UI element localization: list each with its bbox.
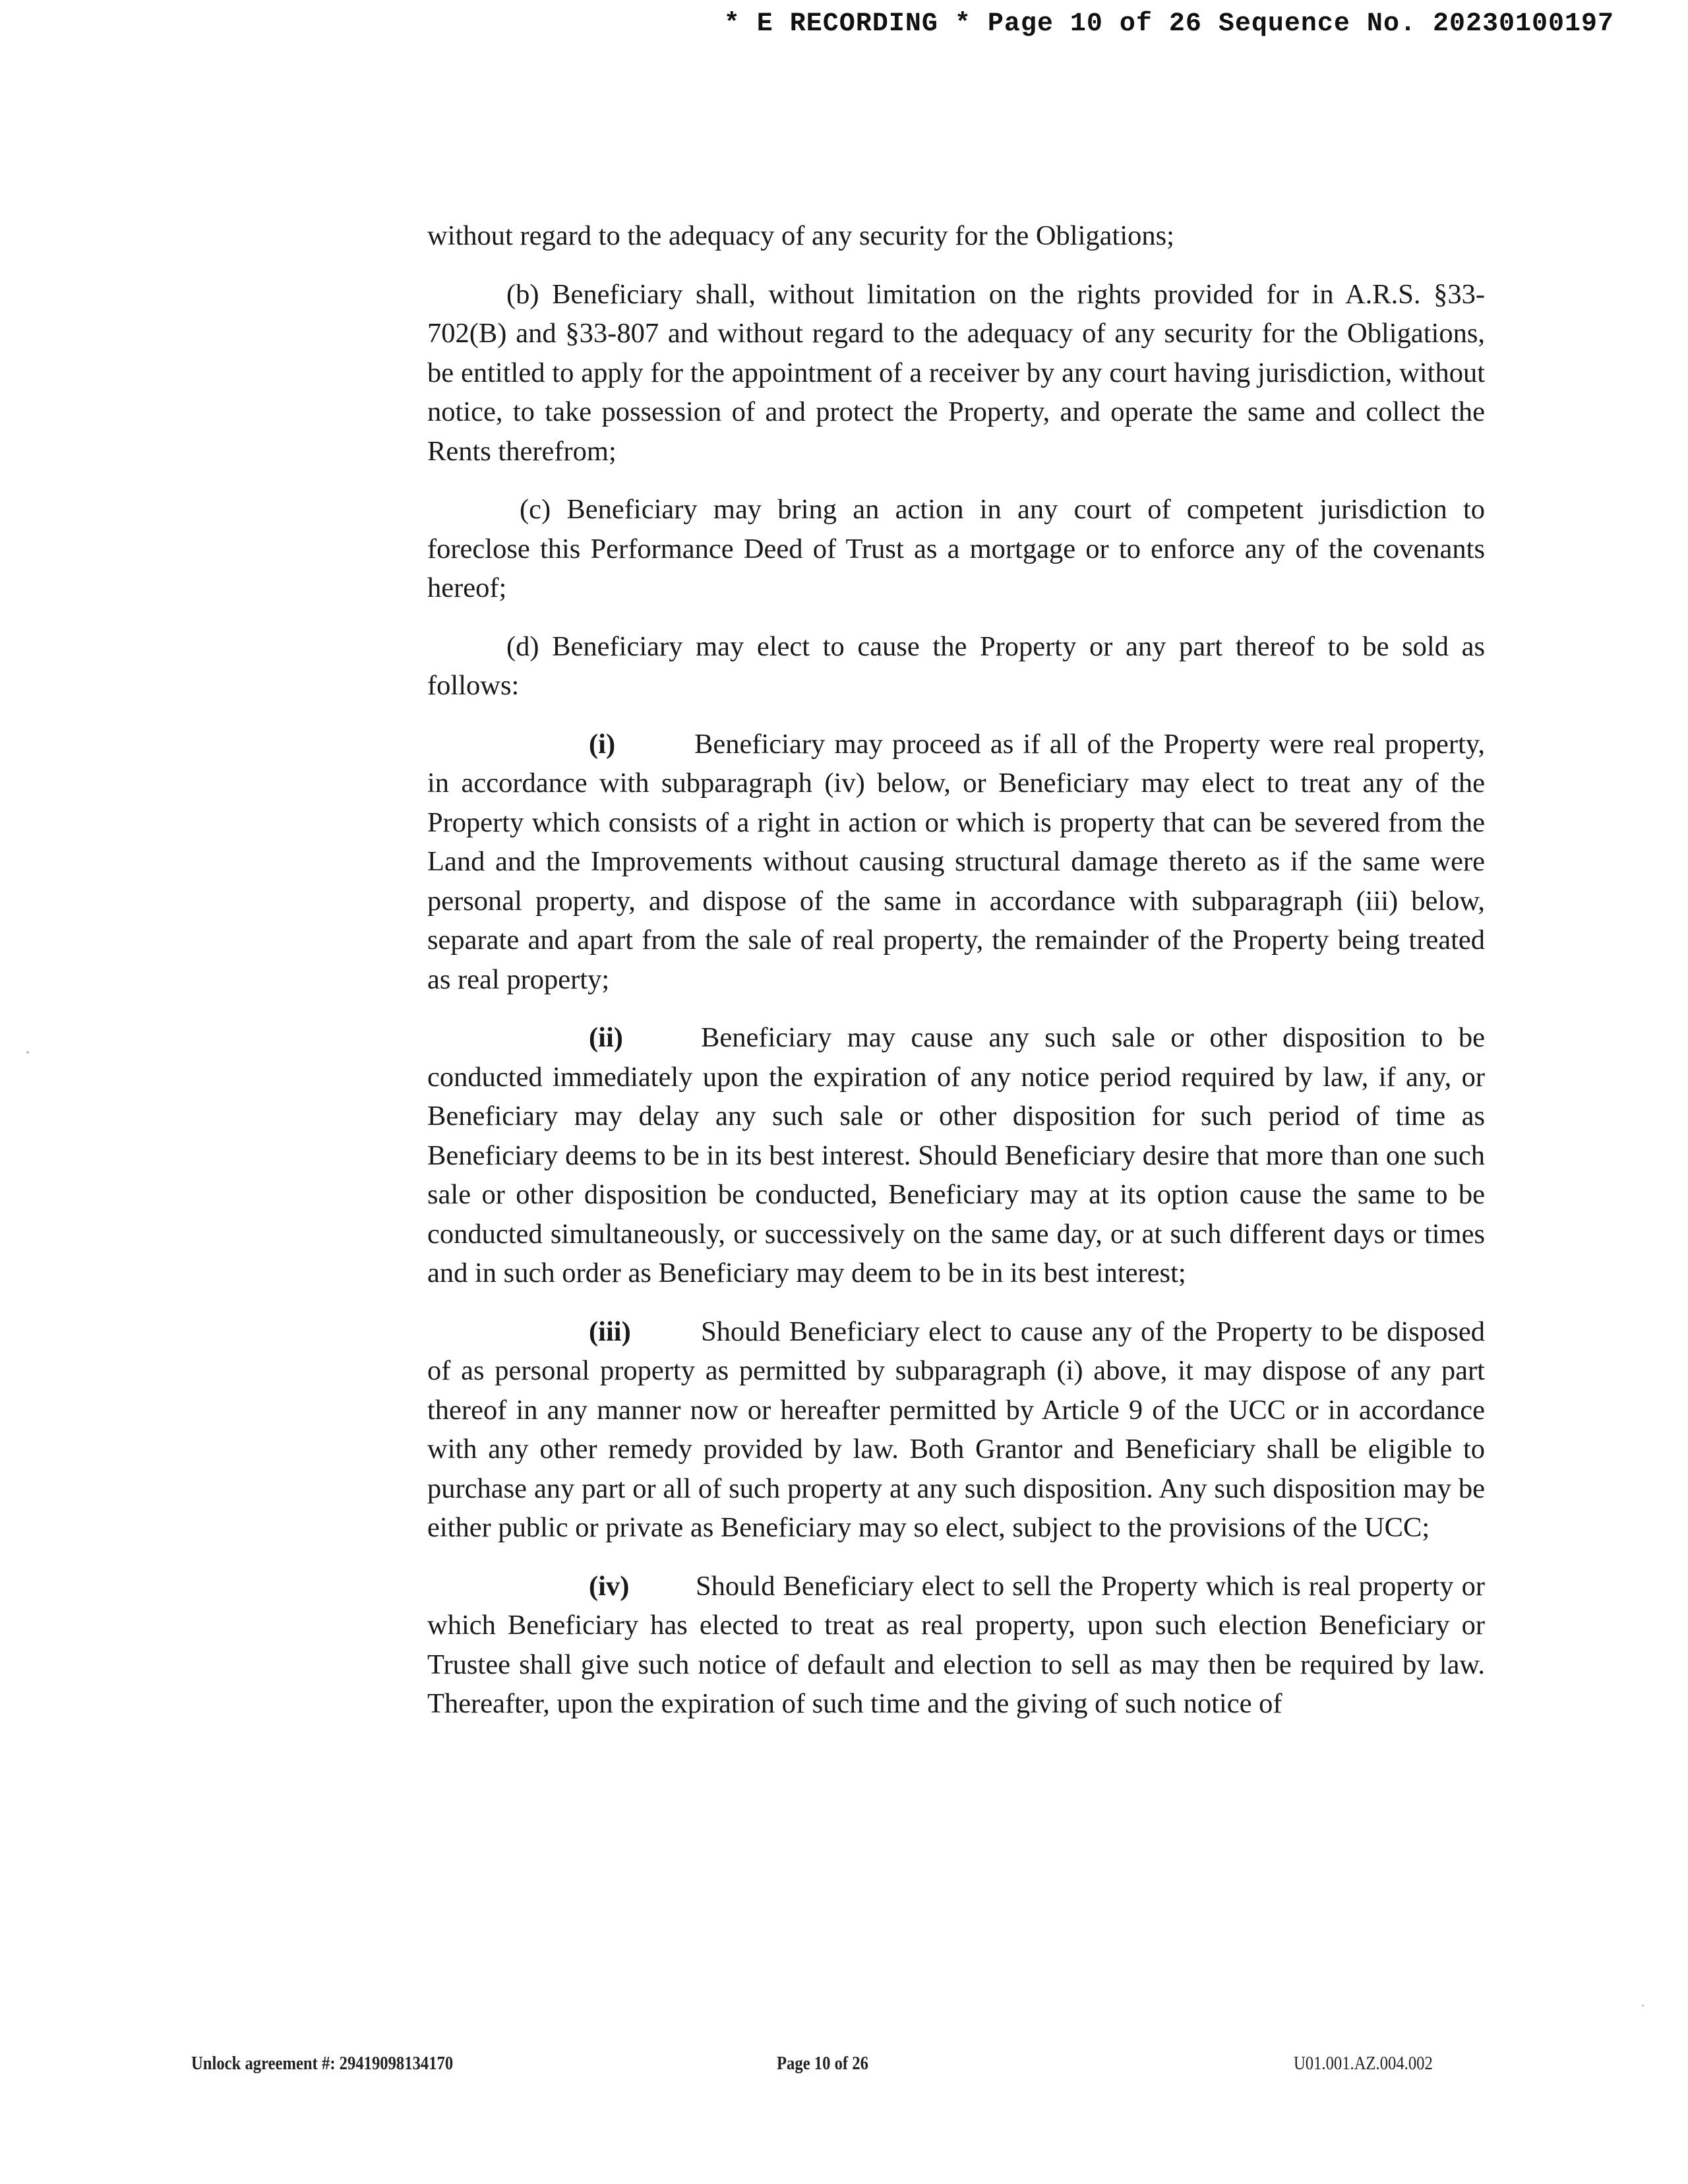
scan-speck: [26, 1051, 29, 1054]
footer-page-label: Page: [777, 2053, 810, 2074]
subparagraph-i-number: (i): [589, 728, 616, 760]
footer-page-total: 26: [852, 2053, 868, 2074]
footer-unlock-agreement: Unlock agreement #: 29419098134170: [191, 2053, 454, 2074]
recording-stamp: * E RECORDING * Page 10 of 26 Sequence No. 20230100197: [723, 9, 1614, 39]
document-body: [427, 216, 1485, 1743]
paragraph-d: (d) Beneficiary may elect to cause the Property or any part thereof to be sold as follows:: [427, 630, 1485, 701]
footer-page-number: [777, 2053, 868, 2075]
subparagraph-ii-text: Beneficiary may cause any such sale or other disposition to be conducted immediately upon the expiration of any notice period required by law, if any, or Beneficiary may delay any such sale or other disposition for such period of time as Beneficiary deems to be in its best interest. Should Beneficiary desire that more than one such sale or other disposition be conducted, Beneficiary may at its option cause the same to be conducted simultaneously, or successively on the same day, or at such different days or times and in such order as Beneficiary may deem to be in its best interest;: [427, 1022, 1485, 1289]
footer-document-code: U01.001.AZ.004.002: [1294, 2053, 1433, 2074]
subparagraph-iii-text: Should Beneficiary elect to cause any of the Property to be disposed of as personal property as permitted by subparagraph (i) above, it may dispose of any part thereof in any manner now or hereafter permitted by Article 9 of the UCC or in accordance with any other remedy provided by law. Both Grantor and Beneficiary shall be eligible to purchase any part or all of such property at any such disposition. Any such disposition may be either public or private as Beneficiary may so elect, subject to the provisions of the UCC;: [427, 1316, 1485, 1543]
subparagraph-ii-number: (ii): [589, 1022, 623, 1053]
paragraph-b: (b) Beneficiary shall, without limitation on the rights provided for in A.R.S. §33-702(B) and §33-807 and without regard to the adequacy of any security for the Obligations, be entitled to apply for the appointment of a receiver by any court having jurisdiction, without notice, to take possession of and protect the Property, and operate the same and collect the Rents therefrom;: [427, 278, 1485, 467]
subparagraph-i-text: Beneficiary may proceed as if all of the Property were real property, in accordance with subparagraph (iv) below, or Beneficiary may elect to treat any of the Property which consists of a right in action or which is property that can be severed from the Land and the Improvements without causing structural damage thereto as if the same were personal property, and dispose of the same in accordance with subparagraph (iii) below, separate and apart from the sale of real property, the remainder of the Property being treated as real property;: [427, 728, 1485, 995]
footer-page-of: of: [834, 2053, 849, 2074]
subparagraph-ii: [427, 1018, 1485, 1293]
paragraph-c: (c) Beneficiary may bring an action in any court of competent jurisdiction to foreclose this Performance Deed of Trust as a mortgage or to enforce any of the covenants hereof;: [427, 494, 1485, 603]
paragraph-continuation: without regard to the adequacy of any security for the Obligations;: [427, 220, 1174, 251]
subparagraph-iv-number: (iv): [589, 1570, 630, 1602]
subparagraph-iv: [427, 1567, 1485, 1724]
subparagraph-iii: [427, 1312, 1485, 1548]
subparagraph-iv-text: Should Beneficiary elect to sell the Property which is real property or which Beneficiary has elected to treat as real property, upon such election Beneficiary or Trustee shall give such notice of default and election to sell as may then be required by law. Thereafter, upon the expiration of such time and the giving of such notice of: [427, 1570, 1485, 1719]
subparagraph-iii-number: (iii): [589, 1316, 631, 1347]
footer-page-current: 10: [814, 2053, 831, 2074]
subparagraph-i: [427, 725, 1485, 1000]
scan-speck: [1642, 2005, 1644, 2007]
